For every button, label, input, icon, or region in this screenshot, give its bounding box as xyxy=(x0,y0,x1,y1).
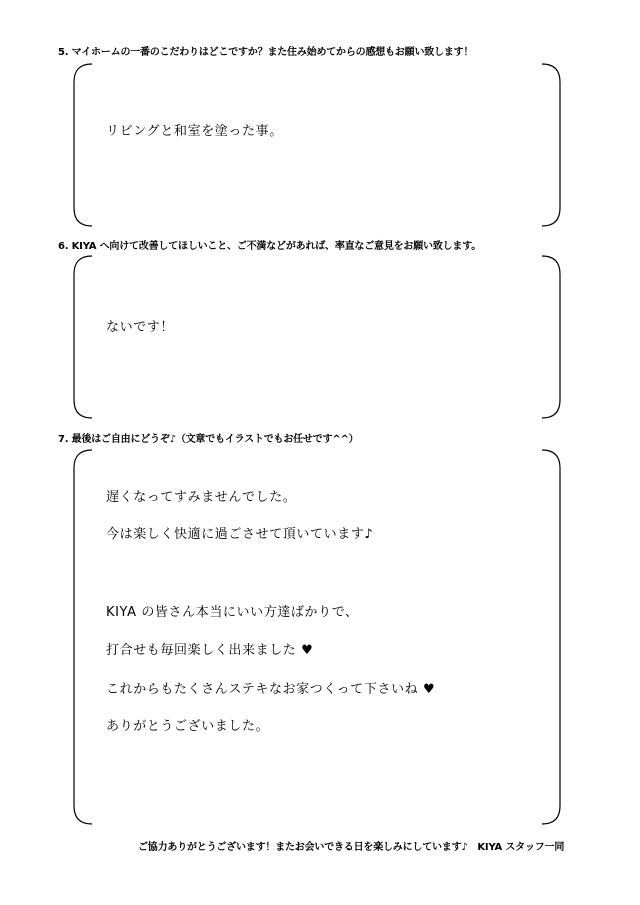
answer-7-line-1: 遅くなってすみませんでした。 xyxy=(106,490,297,505)
answer-box-6-frame xyxy=(72,254,562,420)
answer-box-6 xyxy=(72,254,562,420)
answer-7-line-4: 打合せも毎回楽しく出来ました ♥ xyxy=(106,643,314,658)
answer-7-line-3: KIYA の皆さん本当にいい方達ばかりで、 xyxy=(106,605,359,620)
answer-7-line-5: これからもたくさんステキなお家つくって下さいね ♥ xyxy=(106,682,436,697)
answer-6-text: ないです！ xyxy=(106,320,175,335)
answer-box-7 xyxy=(72,448,562,826)
question-5-label: 5. マイホームの一番のこだわりはどこですか？また住み始めてからの感想もお願い致します！ xyxy=(58,47,474,58)
answer-7-line-6: ありがとうございました。 xyxy=(106,719,270,734)
footer-thanks: ご協力ありがとうございます！またお会いできる日を楽しみにしています♪ KIYA スタッフ一同 xyxy=(138,842,565,853)
question-7-label: 7. 最後はご自由にどうぞ♪（文章でもイラストでもお任せです^^） xyxy=(58,434,359,445)
answer-7-line-2: 今は楽しく快適に過ごさせて頂いています♪ xyxy=(106,527,374,542)
answer-box-5 xyxy=(72,62,562,228)
answer-5-text: リビングと和室を塗った事。 xyxy=(106,124,283,139)
question-6-label: 6. KIYA へ向けて改善してほしいこと、ご不満などがあれば、率直なご意見をお願い致します。 xyxy=(58,241,482,252)
answer-box-5-frame xyxy=(72,62,562,228)
